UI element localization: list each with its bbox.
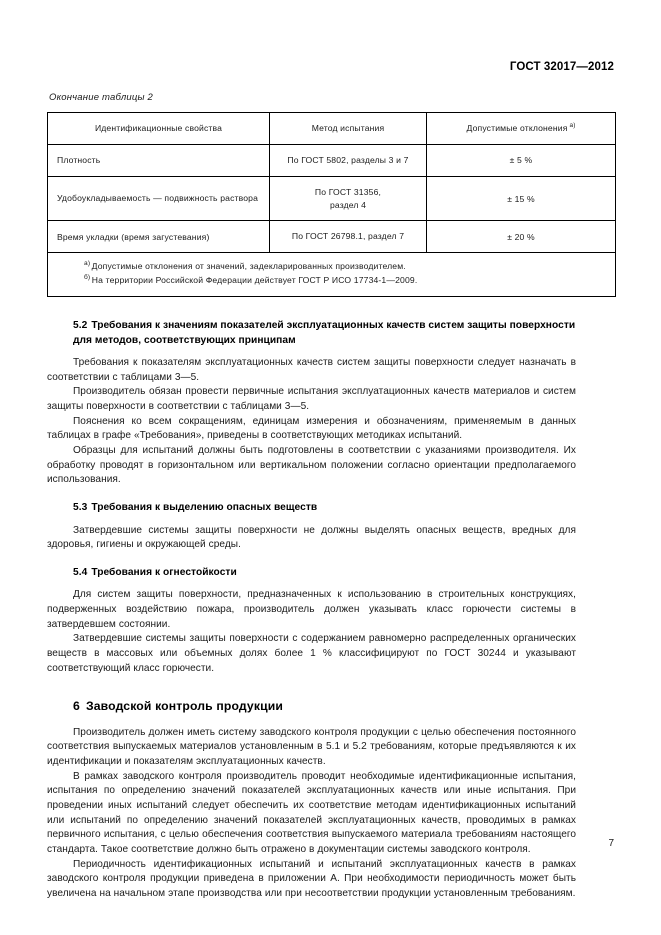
footnote-item: [84, 260, 605, 274]
footnote-text: Допустимые отклонения от значений, задекларированных производителем.: [91, 261, 406, 272]
cell-deviation: ± 5 %: [427, 144, 616, 176]
paragraph: Образцы для испытаний должны быть подготовлены в соответствии с указаниями производителя. Их обработку проводят в горизонтальном или вертикальном положении согласно ориентации предполагаемого использования.: [47, 445, 576, 486]
page-content: [47, 92, 576, 902]
section-heading-5-3: [47, 501, 576, 515]
cell-method-line1: По ГОСТ 31356,: [314, 186, 382, 197]
spacer: [47, 715, 576, 726]
spacer: [47, 553, 576, 566]
paragraph: Затвердевшие системы защиты поверхности с содержанием равномерно распределенных органических веществ в массовых или объемных долях более 1 % классифицируют по ГОСТ 30244 и указывают соответствующий класс горючести.: [47, 633, 576, 674]
section-number: 5.4: [73, 566, 88, 578]
footnote-text: На территории Российской Федерации действует ГОСТ Р ИСО 17734-1—2009.: [91, 275, 418, 286]
paragraph: Периодичность идентификационных испытаний и испытаний эксплуатационных качеств в рамках заводского контроля продукции приведена в приложении А. При необходимости периодичность может быть увеличена на начальном этапе производства или при несоответствии продукции установленным требованиям.: [47, 858, 576, 899]
cell-method: [270, 176, 427, 221]
cell-deviation: ± 15 %: [427, 176, 616, 221]
table-row: [48, 176, 616, 221]
column-header-deviation: [427, 113, 616, 145]
spacer: [47, 297, 576, 319]
cell-property: Время укладки (время загустевания): [48, 221, 270, 253]
cell-property: Удобоукладываемость — подвижность раствора: [48, 176, 270, 221]
table-footnote-row: [48, 253, 616, 297]
cell-property: Плотность: [48, 144, 270, 176]
running-header: [47, 61, 614, 77]
paragraph: Для систем защиты поверхности, предназначенных к использованию в строительных конструкциях, подверженных воздействию пожара, производитель должен указывать класс горючести системы в затвердевшем состоянии.: [47, 589, 576, 630]
column-header-properties: Идентификационные свойства: [48, 113, 270, 145]
footnote-mark: а): [84, 260, 91, 268]
section-number: 6: [73, 698, 80, 713]
footnote-mark: б): [84, 274, 91, 282]
table-row: [48, 221, 616, 253]
table-row: [48, 144, 616, 176]
spacer: [47, 580, 576, 588]
paragraph: В рамках заводского контроля производитель проводит необходимые идентификационные испытания, испытания по определению значений показателей эксплуатационных качеств или иные испытания. При проведении иных испытаний следует обеспечить их соответствие методам идентификационных испытаний или испытаний по определению значений показателей эксплуатационных качеств, проводимых в рамках первичного испытания, с целью обеспечения соответствия выпускаемого материала требованиям настоящего стандарта. Такое соответствие должно быть отражено в документации системы заводского контроля.: [47, 770, 576, 855]
page-number: 7: [608, 838, 614, 849]
paragraph: Производитель обязан провести первичные испытания эксплуатационных качеств материалов и систем защиты поверхности в соответствии с таблицами 3—5.: [47, 386, 576, 413]
table-caption: Окончание таблицы 2: [49, 92, 154, 103]
requirements-table: [47, 112, 616, 297]
table-body: [48, 144, 616, 296]
cell-method-line2: раздел 4: [329, 199, 367, 210]
spacer: [47, 348, 576, 356]
paragraph: Затвердевшие системы защиты поверхности не должны выделять опасных веществ, вредных для здоровья, гигиены и окружающей среды.: [47, 524, 576, 551]
paragraph: Требования к показателям эксплуатационных качеств систем защиты поверхности следует назначать в соответствии с таблицами 3—5.: [47, 357, 576, 383]
section-title: Требования к выделению опасных веществ: [91, 502, 318, 514]
spacer: [47, 516, 576, 524]
section-number: 5.2: [73, 320, 88, 332]
table-header-row: [48, 113, 616, 145]
footnote-item: [84, 274, 605, 288]
section-title: Требования к огнестойкости: [91, 566, 237, 578]
cell-method: По ГОСТ 5802, разделы 3 и 7: [270, 144, 427, 176]
paragraph: Производитель должен иметь систему заводского контроля продукции с целью обеспечения постоянного соответствия выпускаемых материалов установленным в 5.1 и 5.2 требованиям, которые предъявляются к их идентификации и показателям эксплуатационных качеств.: [47, 726, 576, 767]
section-heading-5-2: [47, 319, 576, 348]
footnote-marker-a: а): [569, 122, 576, 130]
section-heading-6: [47, 698, 576, 715]
table-footnotes: [48, 253, 616, 297]
section-number: 5.3: [73, 502, 88, 514]
section-title: Требования к значениям показателей эксплуатационных качеств систем защиты поверхности для методов, соответствующих принципам: [73, 320, 576, 346]
cell-method: По ГОСТ 26798.1, раздел 7: [270, 221, 427, 253]
column-header-method: Метод испытания: [270, 113, 427, 145]
cell-deviation: ± 20 %: [427, 221, 616, 253]
spacer: [47, 677, 576, 698]
spacer: [47, 488, 576, 501]
column-header-deviation-text: Допустимые отклонения: [466, 123, 568, 133]
paragraph: Пояснения ко всем сокращениям, единицам измерения и обозначениям, применяемым в данных таблицах в графе «Требования», приведены в соответствующих методиках испытаний.: [47, 415, 576, 442]
section-heading-5-4: [47, 566, 576, 580]
table-head: [48, 113, 616, 145]
standard-reference: ГОСТ 32017—2012: [509, 61, 614, 73]
section-title: Заводской контроль продукции: [85, 698, 284, 713]
